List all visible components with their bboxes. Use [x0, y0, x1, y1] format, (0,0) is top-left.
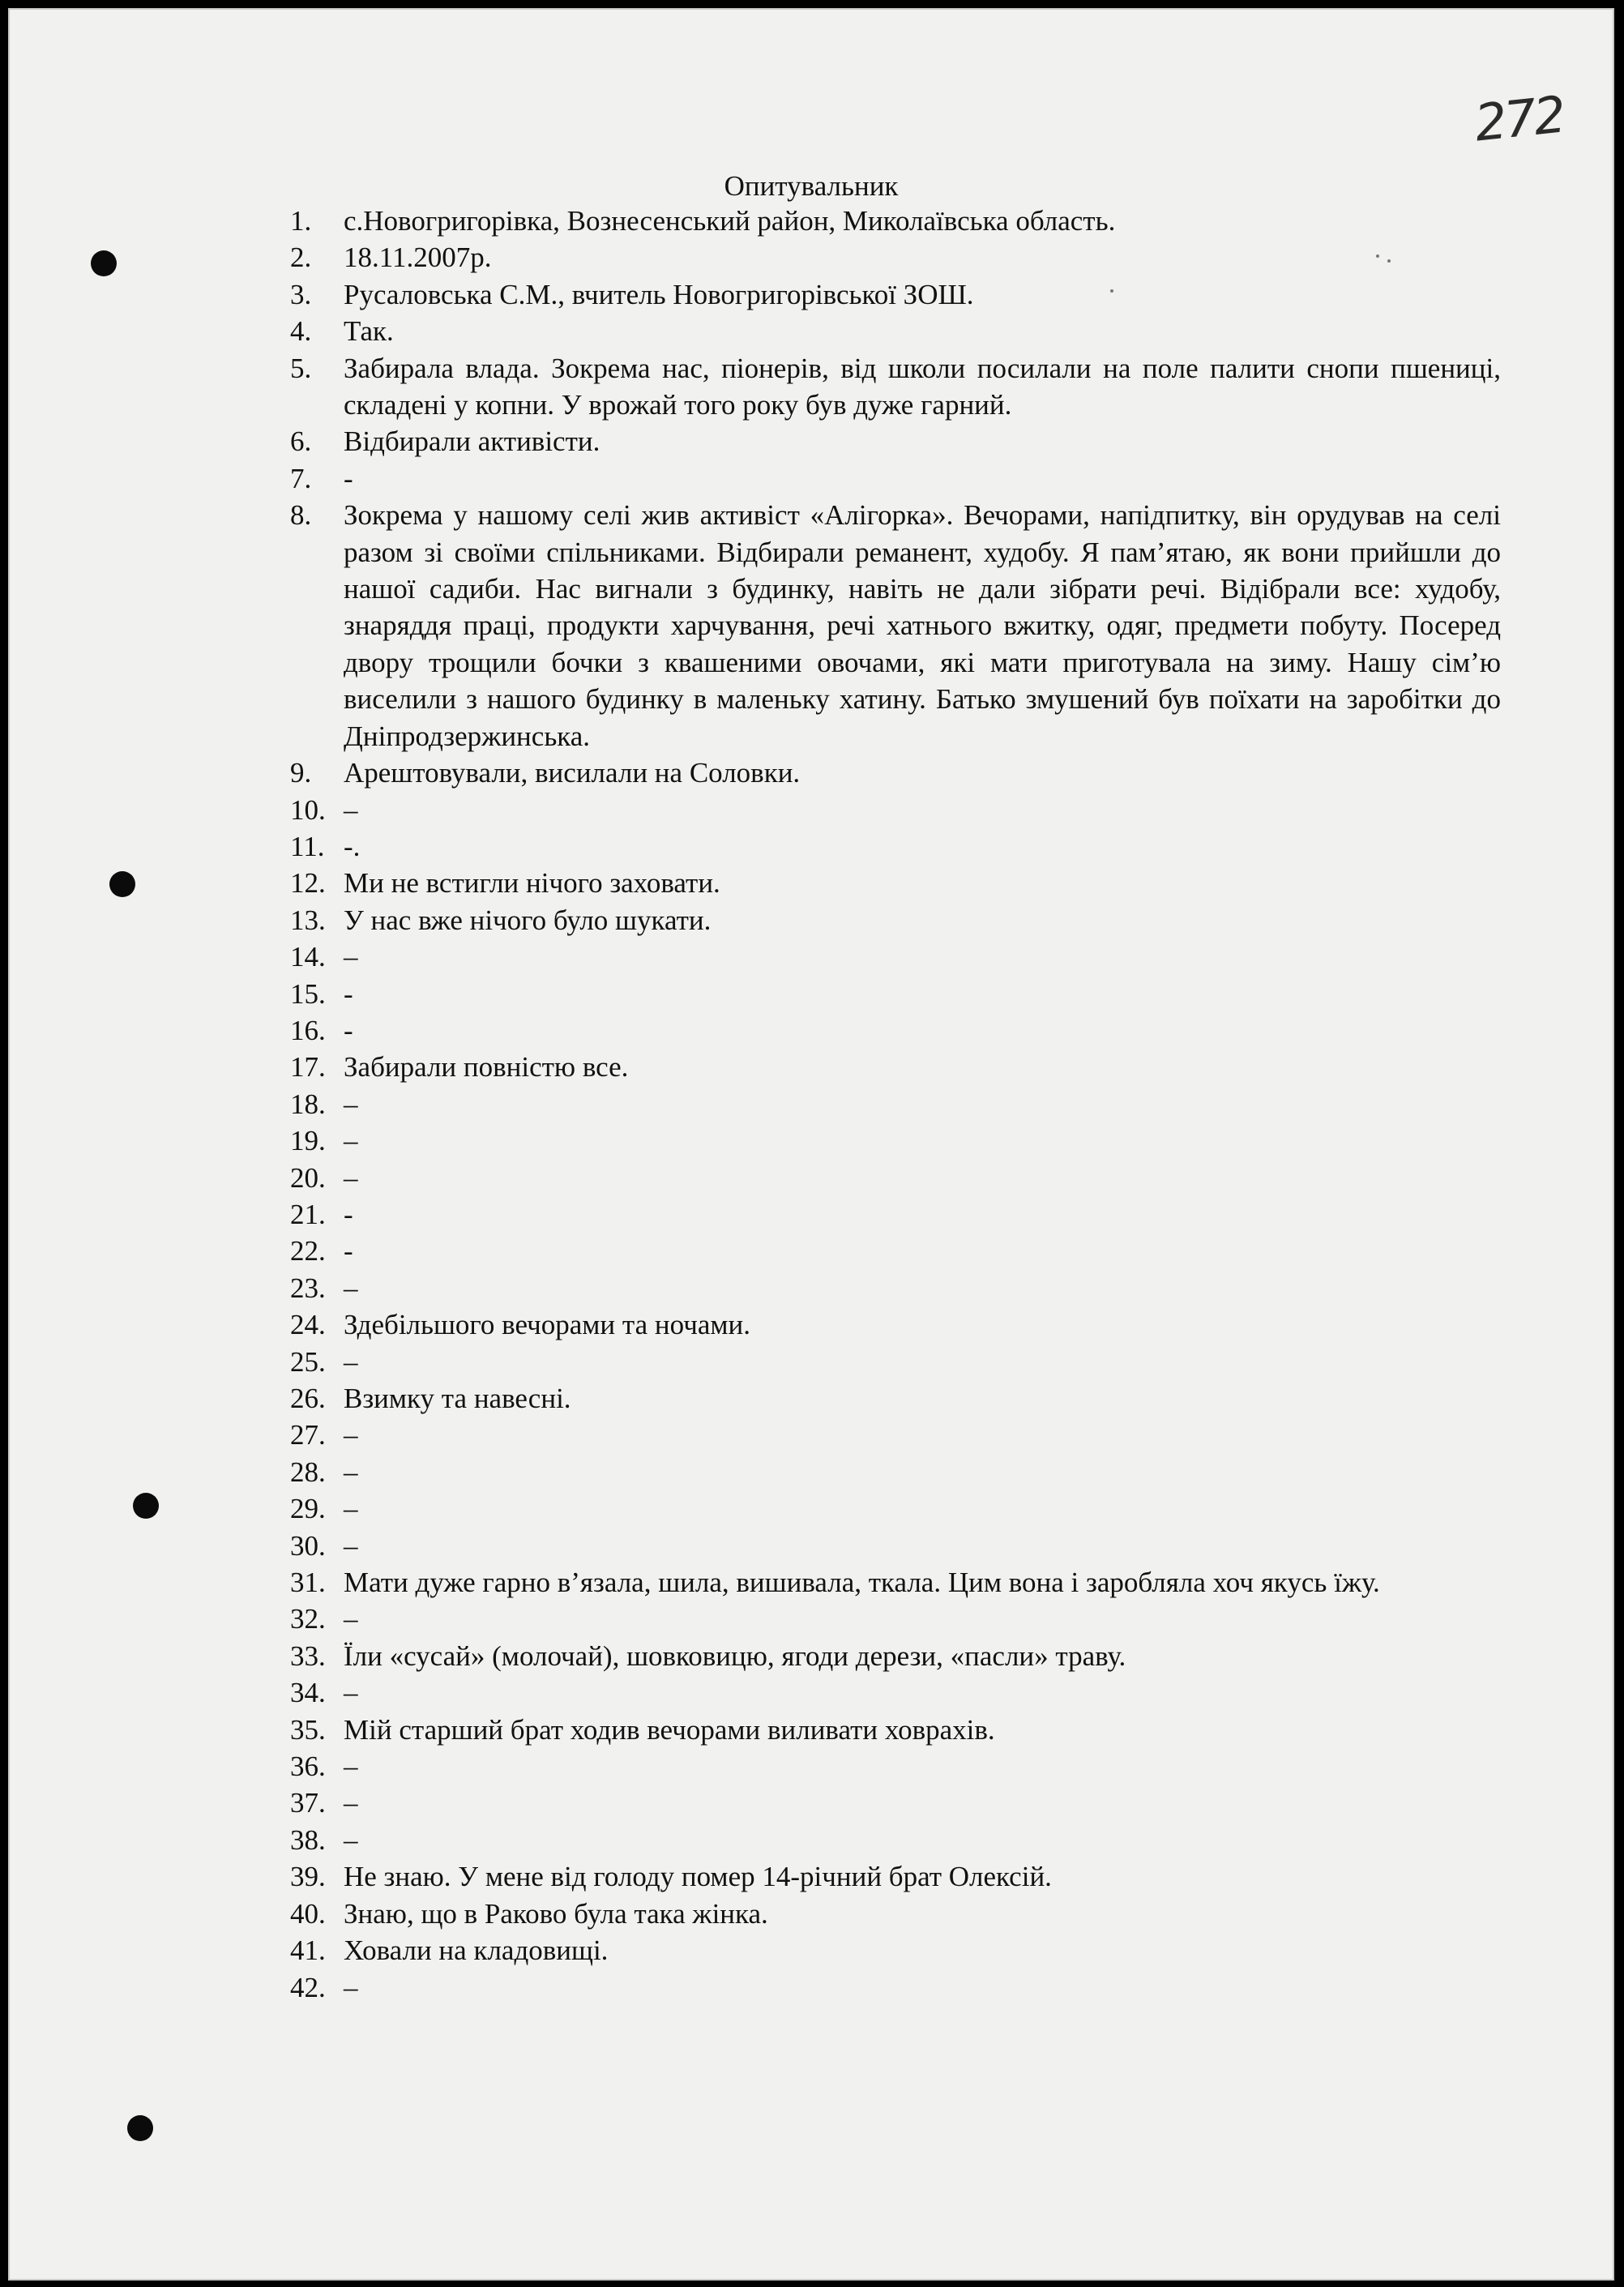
answer-text: Здебільшого вечорами та ночами.	[344, 1309, 750, 1341]
handwritten-page-number: 272	[1472, 84, 1566, 153]
answer-number: 40.	[290, 1897, 326, 1930]
answer-item	[290, 1490, 1501, 1527]
punch-hole	[127, 2115, 153, 2141]
answer-number: 6.	[290, 425, 312, 458]
answer-number: 31.	[290, 1567, 326, 1599]
answer-text: Забирали повністю все.	[344, 1051, 629, 1084]
punch-hole	[133, 1493, 159, 1519]
answer-text: –	[344, 941, 358, 973]
answer-number: 16.	[290, 1014, 326, 1046]
answer-text: –	[344, 1971, 358, 2003]
answer-number: 9.	[290, 757, 312, 789]
answer-item	[290, 1417, 1501, 1453]
answer-number: 34.	[290, 1677, 326, 1709]
answer-text: –	[344, 1677, 358, 1709]
answer-text: -	[344, 1014, 353, 1046]
answer-number: 30.	[290, 1529, 326, 1562]
answer-number: 10.	[290, 793, 326, 826]
answer-number: 19.	[290, 1125, 326, 1157]
answer-item	[290, 1674, 1501, 1711]
answer-text: Їли «сусай» (молочай), шовковицю, ягоди дерези, «пасли» траву.	[344, 1639, 1126, 1672]
answer-number: 5.	[290, 352, 312, 384]
punch-hole	[91, 250, 117, 276]
answer-item	[290, 1012, 1501, 1049]
answer-item	[290, 1858, 1501, 1895]
answer-text: -	[344, 1198, 353, 1230]
answer-text: Ми не встигли нічого заховати.	[344, 867, 720, 900]
answer-item	[290, 938, 1501, 975]
answer-item	[290, 276, 1501, 313]
answer-text: -	[344, 462, 353, 494]
answer-text: –	[344, 1125, 358, 1157]
answer-item	[290, 1785, 1501, 1821]
answer-number: 35.	[290, 1713, 326, 1746]
answer-item	[290, 792, 1501, 828]
answer-item	[290, 350, 1501, 424]
answer-number: 17.	[290, 1051, 326, 1084]
answer-number: 3.	[290, 278, 312, 310]
answer-item	[290, 423, 1501, 460]
punch-hole	[109, 871, 135, 897]
answer-text: Взимку та навесні.	[344, 1383, 571, 1414]
answer-text: –	[344, 1787, 358, 1819]
answer-text: –	[344, 1088, 358, 1120]
answer-item	[290, 1969, 1501, 2006]
answer-item	[290, 1160, 1501, 1196]
answer-item	[290, 1712, 1501, 1748]
answer-number: 15.	[290, 977, 326, 1010]
answer-number: 37.	[290, 1787, 326, 1819]
answer-item	[290, 1601, 1501, 1637]
answer-item	[290, 1233, 1501, 1269]
answer-item	[290, 1344, 1501, 1380]
answer-number: 26.	[290, 1383, 326, 1414]
answer-number: 38.	[290, 1823, 326, 1856]
answer-text: –	[344, 1161, 358, 1194]
answer-text: Забирала влада. Зокрема нас, піонерів, від школи посилали на поле палити снопи пшениці, складені у копни. У врожай того року був дуже гарний.	[344, 352, 1501, 421]
answer-text: Ховали на кладовищі.	[344, 1934, 609, 1967]
answer-text: –	[344, 1823, 358, 1856]
answer-text: У нас вже нічого було шукати.	[344, 904, 712, 936]
answer-text: –	[344, 1419, 358, 1451]
answer-number: 36.	[290, 1751, 326, 1783]
answer-number: 21.	[290, 1198, 326, 1230]
answer-number: 13.	[290, 904, 326, 936]
answer-item	[290, 828, 1501, 865]
document-title: Опитувальник	[724, 170, 899, 202]
answer-item	[290, 1306, 1501, 1343]
answer-text: -	[344, 1235, 353, 1267]
answer-item	[290, 1528, 1501, 1564]
answer-item	[290, 865, 1501, 901]
answer-number: 22.	[290, 1235, 326, 1267]
answer-number: 11.	[290, 830, 325, 862]
answer-text: Так.	[344, 315, 394, 348]
answer-number: 25.	[290, 1345, 326, 1378]
answer-text: 18.11.2007р.	[344, 242, 492, 274]
answer-item	[290, 1270, 1501, 1306]
answer-text: –	[344, 1529, 358, 1562]
answer-number: 32.	[290, 1603, 326, 1635]
answer-item	[290, 1748, 1501, 1785]
answer-text: Знаю, що в Раково була така жінка.	[344, 1897, 768, 1930]
answer-number: 20.	[290, 1161, 326, 1194]
answer-number: 33.	[290, 1639, 326, 1672]
answer-number: 42.	[290, 1971, 326, 2003]
document-page	[8, 8, 1614, 2281]
answer-item	[290, 1086, 1501, 1122]
answer-number: 2.	[290, 242, 312, 274]
answer-item	[290, 1638, 1501, 1674]
answer-text: Мати дуже гарно в’язала, шила, вишивала, ткала. Цим вона і заробляла хоч якусь їжу.	[344, 1567, 1380, 1599]
answer-item	[290, 497, 1501, 754]
answer-number: 39.	[290, 1861, 326, 1893]
answer-item	[290, 239, 1501, 276]
answer-item	[290, 754, 1501, 791]
answer-text: –	[344, 1493, 358, 1525]
answer-item	[290, 1564, 1501, 1601]
answer-text: -.	[344, 830, 361, 862]
answer-text: Мій старший брат ходив вечорами виливати ховрахів.	[344, 1713, 995, 1746]
answer-item	[290, 1380, 1501, 1417]
answer-number: 7.	[290, 462, 312, 494]
answer-item	[290, 976, 1501, 1012]
answer-number: 24.	[290, 1309, 326, 1341]
answer-number: 23.	[290, 1272, 326, 1304]
answer-item	[290, 313, 1501, 349]
answer-number: 29.	[290, 1493, 326, 1525]
answer-text: –	[344, 793, 358, 826]
answer-item	[290, 1122, 1501, 1159]
answer-text: -	[344, 977, 353, 1010]
answer-number: 8.	[290, 499, 312, 532]
answer-text: Русаловська С.М., вчитель Новогригорівської ЗОШ.	[344, 278, 974, 310]
answer-item	[290, 1454, 1501, 1490]
answer-number: 18.	[290, 1088, 326, 1120]
answer-number: 14.	[290, 941, 326, 973]
answer-text: –	[344, 1603, 358, 1635]
answer-number: 27.	[290, 1419, 326, 1451]
answer-number: 28.	[290, 1456, 326, 1488]
answer-text: Арештовували, висилали на Соловки.	[344, 757, 801, 789]
answer-number: 41.	[290, 1934, 326, 1967]
answer-item	[290, 902, 1501, 938]
answer-item	[290, 1822, 1501, 1858]
answer-number: 12.	[290, 867, 326, 900]
answer-item	[290, 1196, 1501, 1233]
answer-item	[290, 203, 1501, 239]
answer-list	[290, 203, 1501, 2006]
answer-text: –	[344, 1456, 358, 1488]
answer-number: 1.	[290, 205, 312, 237]
answer-text: –	[344, 1272, 358, 1304]
answer-text: Зокрема у нашому селі жив активіст «Алігорка». Вечорами, напідпитку, він орудував на селі разом зі своїми спільниками. Відбирали реманент, худобу. Я пам’ятаю, як вони прийшли до нашої садиби. Нас вигнали з будинку, навіть не дали зібрати речі. Відібрали все: худобу, знаряддя праці, продукти харчування, речі хатнього вжитку, одяг, предмети побуту. Посеред двору трощили бочки з квашеними овочами, які мати приготувала на зиму. Нашу сім’ю виселили з нашого будинку в маленьку хатину. Батько змушений був поїхати на заробітки до Дніпродзержинська.	[344, 499, 1501, 752]
answer-item	[290, 460, 1501, 497]
answer-text: –	[344, 1751, 358, 1783]
answer-number: 4.	[290, 315, 312, 348]
answer-text: с.Новогригорівка, Вознесенський район, Миколаївська область.	[344, 205, 1116, 237]
answer-text: Відбирали активісти.	[344, 425, 600, 458]
answer-text: Не знаю. У мене від голоду помер 14-річний брат Олексій.	[344, 1861, 1052, 1893]
answer-text: –	[344, 1345, 358, 1378]
answer-item	[290, 1932, 1501, 1969]
answer-item	[290, 1049, 1501, 1085]
answer-item	[290, 1896, 1501, 1932]
